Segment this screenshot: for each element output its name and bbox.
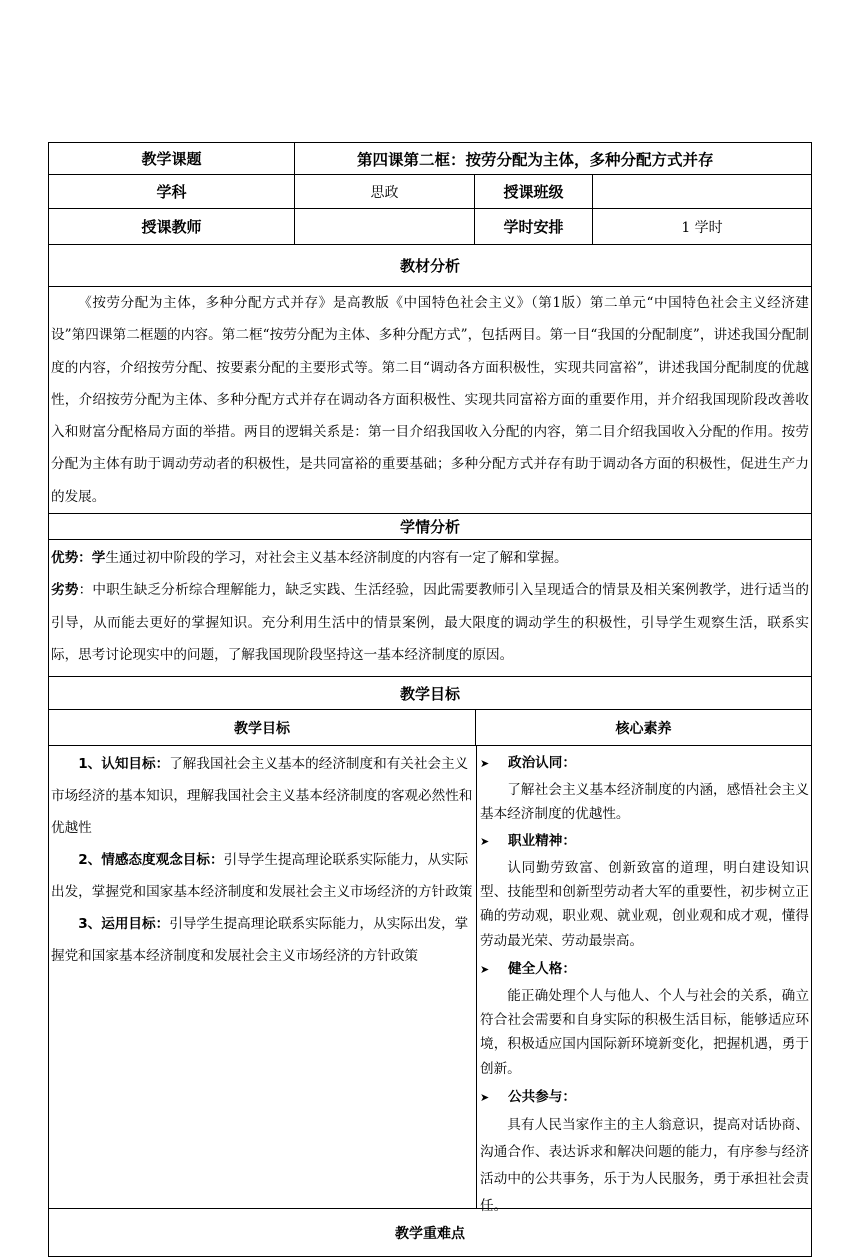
core-heading: ➤ 健全人格： bbox=[480, 955, 809, 984]
objectives-row bbox=[49, 746, 812, 1209]
core-text: 具有人民当家作主的主人翁意识，提高对话协商、沟通合作、表达诉求和解决问题的能力，有序参与经济活动中的公共事务，乐于为人民服务，勇于承担社会责任。 bbox=[480, 1117, 809, 1215]
class-label: 授课班级 bbox=[475, 175, 593, 209]
learner-title-row bbox=[49, 514, 812, 540]
lesson-plan-page bbox=[48, 142, 811, 1257]
material-text: 《按劳分配为主体，多种分配方式并存》是高教版《中国特色社会主义》（第1版）第二单元“中国特色社会主义经济建设”第四课第二框题的内容。第二框“按劳分配为主体、多种分配方式”，包括两目。第一目“我国的分配制度”，讲述我国分配制度的内容，介绍按劳分配、按要素分配的主要形式等。第二目“调动各方面积极性，实现共同富裕”，讲述我国分配制度的优越性，介绍按劳分配为主体、多种分配方式并存在调动各方面积极性、实现共同富裕方面的重要作用，并介绍我国现阶段改善收入和财富分配格局方面的举措。两目的逻辑关系是：第一目介绍我国收入分配的内容，第二目介绍我国收入分配的作用。按劳分配为主体有助于调动劳动者的积极性，是共同富裕的重要基础；多种分配方式并存有助于调动各方面的积极性，促进生产力的发展。 bbox=[49, 287, 812, 514]
core-column-header: 核心素养 bbox=[615, 720, 672, 737]
core-text: 认同勤劳致富、创新致富的道理，明白建设知识型、技能型和创新型劳动者大军的重要性，初步树立正确的劳动观，职业观、就业观，创业观和成才观，懂得劳动最光荣、劳动最崇高。 bbox=[480, 859, 809, 949]
topic-row bbox=[49, 143, 812, 175]
learner-title: 学情分析 bbox=[49, 514, 812, 540]
core-heading: ➤ 公共参与： bbox=[480, 1083, 809, 1112]
advantage-line bbox=[51, 542, 809, 574]
topic-label: 教学课题 bbox=[49, 143, 295, 175]
topic-value: 第四课第二框：按劳分配为主体，多种分配方式并存 bbox=[295, 143, 812, 175]
teacher-value bbox=[295, 209, 475, 245]
learner-row bbox=[49, 540, 812, 677]
objectives-title-row bbox=[49, 677, 812, 710]
disadvantage-label: 劣势 bbox=[51, 582, 79, 599]
goals-cell bbox=[49, 746, 477, 1208]
core-heading: ➤ 政治认同： bbox=[480, 749, 809, 778]
objectives-title: 教学目标 bbox=[49, 677, 812, 710]
subject-value: 思政 bbox=[295, 175, 475, 209]
lesson-plan-table bbox=[48, 142, 812, 1257]
teacher-label: 授课教师 bbox=[49, 209, 295, 245]
learner-cell bbox=[49, 540, 812, 677]
difficulty-title: 教学重难点 bbox=[49, 1209, 812, 1257]
subject-label: 学科 bbox=[49, 175, 295, 209]
hours-label: 学时安排 bbox=[475, 209, 593, 245]
core-text: 了解社会主义基本经济制度的内涵，感悟社会主义基本经济制度的优越性。 bbox=[480, 782, 809, 823]
arrow-bullet-icon: ➤ bbox=[480, 757, 490, 771]
core-text: 能正确处理个人与他人、个人与社会的关系，确立符合社会需要和自身实际的积极生活目标，能够适应环境，积极适应国内国际新环境新变化，把握机遇，勇于创新。 bbox=[480, 987, 809, 1077]
goal-item: 2、情感态度观念目标：引导学生提高理论联系实际能力，从实际出发，掌握党和国家基本经济制度和发展社会主义市场经济的方针政策 bbox=[51, 852, 473, 901]
arrow-bullet-icon: ➤ bbox=[480, 962, 490, 976]
goals-column-header: 教学目标 bbox=[49, 710, 476, 745]
arrow-bullet-icon: ➤ bbox=[480, 1091, 490, 1105]
disadvantage-text: ：中职生缺乏分析综合理解能力，缺乏实践、生活经验，因此需要教师引入呈现适合的情景及相关案例教学，进行适当的引导，从而能去更好的掌握知识。充分利用生活中的情景案例，最大限度的调动学生的积极性，引导学生观察生活，联系实际，思考讨论现实中的问题，了解我国现阶段坚持这一基本经济制度的原因。 bbox=[51, 582, 810, 663]
disadvantage-line bbox=[51, 574, 809, 671]
teacher-row bbox=[49, 209, 812, 245]
material-title: 教材分析 bbox=[49, 245, 812, 287]
material-title-row bbox=[49, 245, 812, 287]
core-heading: ➤ 职业精神： bbox=[480, 827, 809, 856]
advantage-text: 生通过初中阶段的学习，对社会主义基本经济制度的内容有一定了解和掌握。 bbox=[105, 550, 568, 567]
material-row bbox=[49, 287, 812, 514]
objectives-header-row bbox=[49, 710, 812, 746]
goal-item: 1、认知目标：了解我国社会主义基本的经济制度和有关社会主义市场经济的基本知识，理解我国社会主义基本经济制度的客观必然性和优越性 bbox=[51, 756, 473, 837]
advantage-label: 优势：学 bbox=[51, 550, 106, 567]
goal-item: 3、运用目标：引导学生提高理论联系实际能力，从实际出发，掌握党和国家基本经济制度和发展社会主义市场经济的方针政策 bbox=[51, 916, 469, 965]
arrow-bullet-icon: ➤ bbox=[480, 834, 490, 848]
core-cell bbox=[477, 746, 811, 1215]
hours-value: 1 学时 bbox=[593, 209, 812, 245]
subject-row bbox=[49, 175, 812, 209]
class-value bbox=[593, 175, 812, 209]
